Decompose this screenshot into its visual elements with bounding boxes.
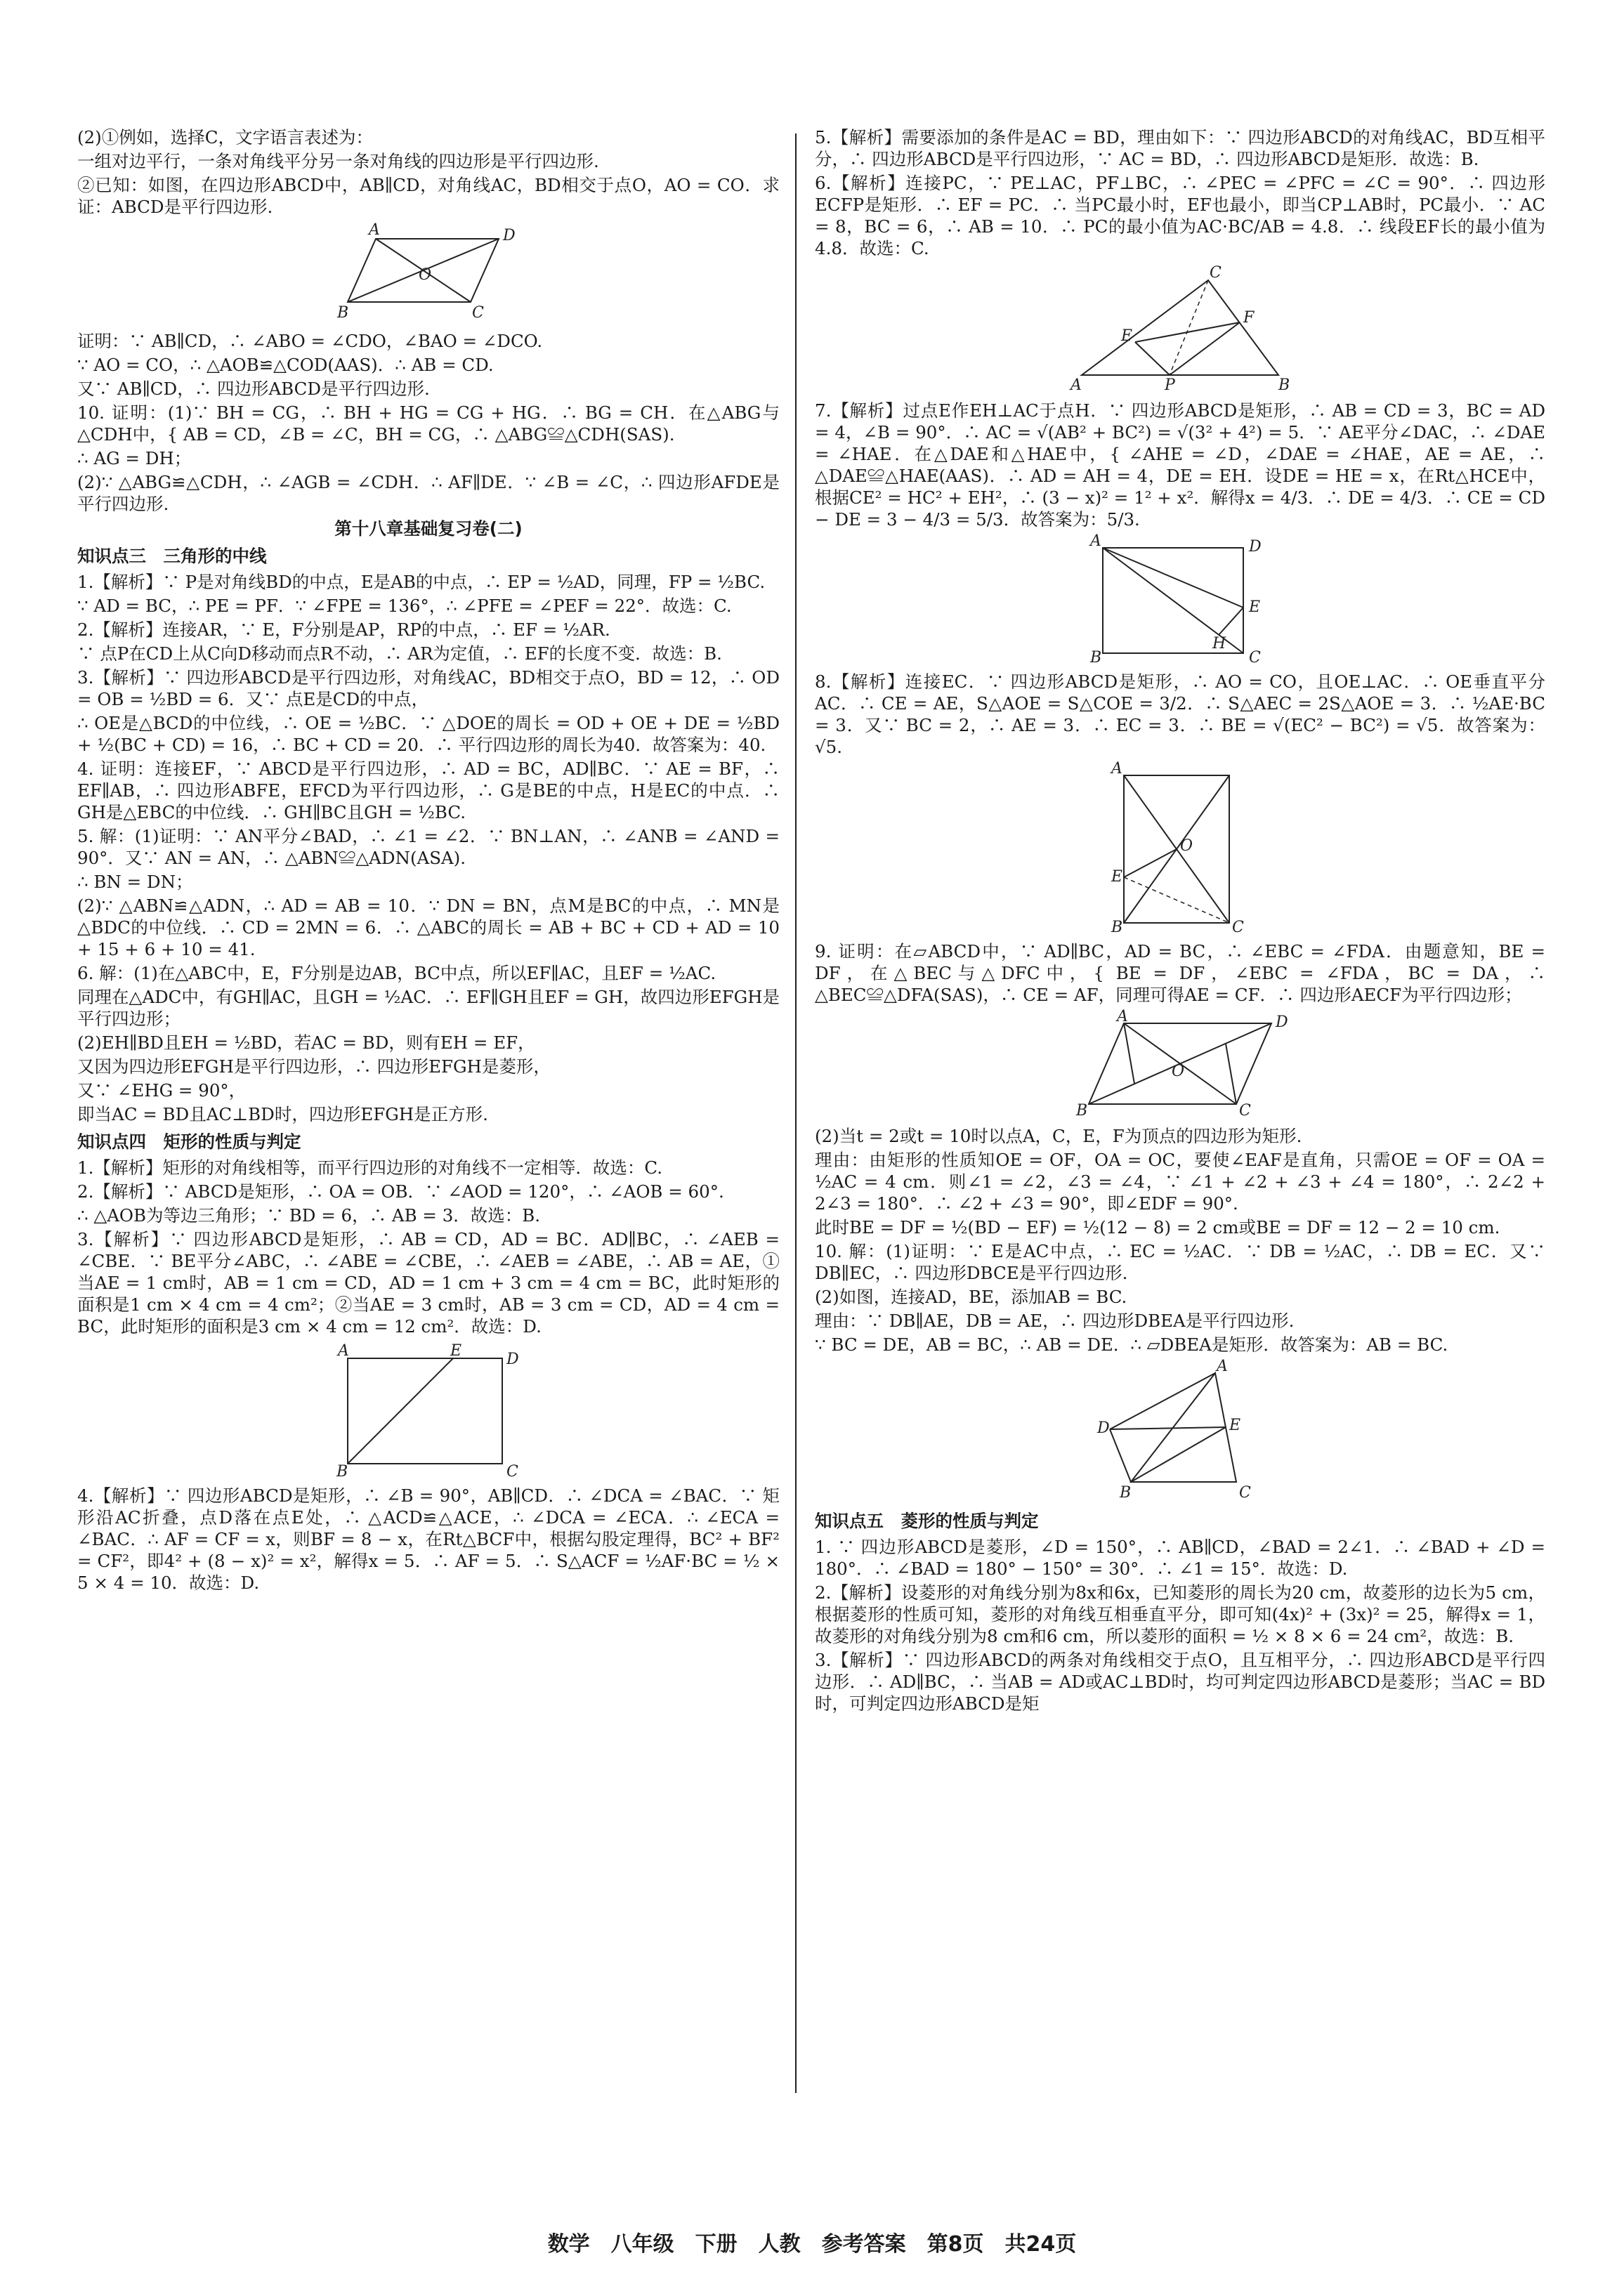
- text-block: 4.【解析】∵ 四边形ABCD是矩形，∴ ∠B = 90°，AB∥CD．∴ ∠DCA = ∠BAC．∵ 矩形沿AC折叠，点D落在点E处，∴ △ACD≌△ACE，∴ ∠DCA = ∠ECA．∴ ∠ECA = ∠BAC．∴ AF = CF = x，则BF = 8 − x，在Rt△BCF中，根据勾股定理得，BC² + BF² = CF²，即4² + (8 − x)² = x²，解得x = 5．∴ AF = 5．∴ S△ACF = ½AF·BC = ½ × 5 × 4 = 10．故选：D.: [77, 1485, 780, 1593]
- svg-text:C: C: [1239, 1102, 1251, 1120]
- svg-text:B: B: [1120, 1484, 1132, 1502]
- svg-text:D: D: [1249, 538, 1262, 556]
- text-block: 又∵ ∠EHG = 90°，: [77, 1080, 247, 1101]
- figure-rectangle-aeh: [1089, 532, 1271, 667]
- text-block: (2)如图，连接AD，BE，添加AB = BC.: [815, 1287, 1127, 1307]
- text-block: 8.【解析】连接EC．∵ 四边形ABCD是矩形，∴ AO = CO，且OE⊥AC．∴ OE垂直平分AC．∴ CE = AE，S△AOE = S△COE = 3/2．∴ S△AEC = 2S△AOE = 3．∴ ½AE·BC = 3．又∵ BC = 2，∴ AE = 3．∴ EC = 3．∴ BE = √(EC² − BC²) = √5．故答案为：√5.: [815, 671, 1545, 757]
- svg-text:D: D: [1276, 1013, 1288, 1031]
- figure-rectangle-abcd-e: [334, 1342, 523, 1481]
- svg-text:C: C: [472, 304, 484, 322]
- page-footer: 数学 八年级 下册 人教 参考答案 第8页 共24页: [547, 2232, 1077, 2257]
- text-block: ∵ BC = DE，AB = BC，∴ AB = DE．∴ ▱DBEA是矩形．故答案为：AB = BC.: [815, 1334, 1448, 1355]
- text-block: 即当AC = BD且AC⊥BD时，四边形EFGH是正方形.: [77, 1104, 488, 1124]
- text-block: 5. 解：(1)证明：∵ AN平分∠BAD，∴ ∠1 = ∠2．∵ BN⊥AN，∴ ∠ANB = ∠AND = 90°．又∵ AN = AN，∴ △ABN≌△ADN(ASA).: [77, 826, 780, 868]
- text-block: ∵ 点P在CD上从C向D移动而点R不动，∴ AR为定值，∴ EF的长度不变．故选：B.: [77, 643, 722, 664]
- svg-text:A: A: [1070, 376, 1082, 394]
- section-title: 知识点四 矩形的性质与判定: [77, 1131, 301, 1152]
- svg-text:P: P: [1165, 376, 1175, 394]
- svg-text:E: E: [1249, 598, 1261, 616]
- text-block: (2)∵ △ABG≌△CDH，∴ ∠AGB = ∠CDH．∴ AF∥DE．∵ ∠B = ∠C，∴ 四边形AFDE是平行四边形.: [77, 472, 780, 514]
- svg-text:A: A: [1111, 760, 1122, 777]
- right-column: [815, 126, 1545, 1717]
- text-block: 证明：∵ AB∥CD，∴ ∠ABO = ∠CDO，∠BAO = ∠DCO.: [77, 331, 543, 351]
- column-divider: [795, 133, 797, 2093]
- svg-text:B: B: [337, 304, 349, 322]
- svg-text:O: O: [1180, 837, 1193, 855]
- text-block: ②已知：如图，在四边形ABCD中，AB∥CD，对角线AC，BD相交于点O，AO = CO．求证：ABCD是平行四边形.: [77, 175, 780, 217]
- svg-text:C: C: [1239, 1484, 1251, 1502]
- text-block: ∵ AD = BC，∴ PE = PF．∵ ∠FPE = 136°，∴ ∠PFE = ∠PEF = 22°．故选：C.: [77, 596, 732, 616]
- svg-text:C: C: [506, 1463, 518, 1481]
- text-block: 同理在△ADC中，有GH∥AC，且GH = ½AC．∴ EF∥GH且EF = GH，故四边形EFGH是平行四边形；: [77, 987, 780, 1029]
- figure-parallelogram-aecf: [1075, 1008, 1288, 1120]
- svg-text:B: B: [1090, 649, 1102, 667]
- svg-text:C: C: [1210, 264, 1222, 282]
- figure-rectangle-aoe: [1110, 760, 1250, 936]
- left-column: [77, 126, 780, 1596]
- chapter-title: 第十八章基础复习卷(二): [334, 518, 523, 539]
- text-block: ∴ BN = DN；: [77, 872, 193, 892]
- svg-text:D: D: [1097, 1419, 1110, 1437]
- text-block: 又因为四边形EFGH是平行四边形，∴ 四边形EFGH是菱形，: [77, 1056, 551, 1077]
- text-block: 2.【解析】连接AR，∵ E，F分别是AP，RP的中点，∴ EF = ½AR.: [77, 619, 610, 640]
- text-block: 3.【解析】∵ 四边形ABCD是平行四边形，对角线AC，BD相交于点O，BD = 12，∴ OD = OB = ½BD = 6．又∵ 点E是CD的中点，: [77, 667, 780, 709]
- text-block: 2.【解析】∵ ABCD是矩形，∴ OA = OB．∵ ∠AOD = 120°，∴ ∠AOB = 60°.: [77, 1181, 724, 1202]
- text-block: 5.【解析】需要添加的条件是AC = BD，理由如下：∵ 四边形ABCD的对角线AC，BD互相平分，∴ 四边形ABCD是平行四边形，∵ AC = BD，∴ 四边形ABCD是矩形．故选：B.: [815, 127, 1545, 169]
- text-block: ∴ OE是△BCD的中位线，∴ OE = ½BC．∵ △DOE的周长 = OD + OE + DE = ½BD + ½(BC + CD) = 16，∴ BC + CD = 20．∴ 平行四边形的周长为40．故答案为：40.: [77, 713, 780, 755]
- text-block: 又∵ AB∥CD，∴ 四边形ABCD是平行四边形.: [77, 379, 430, 399]
- text-block: 2.【解析】设菱形的对角线分别为8x和6x，已知菱形的周长为20 cm，故菱形的边长为5 cm，根据菱形的性质可知，菱形的对角线互相垂直平分，即可知(4x)² + (3x)² = 25，解得x = 1，故菱形的对角线分别为8 cm和6 cm，所以菱形的面积 = ½ × 8 × 6 = 24 cm²，故选：B.: [815, 1582, 1545, 1646]
- text-block: (2)∵ △ABN≌△ADN，∴ AD = AB = 10．∵ DN = BN，点M是BC的中点，∴ MN是△BDC的中位线．∴ CD = 2MN = 6．∴ △ABC的周长 = AB + BC + CD + AD = 10 + 15 + 6 + 10 = 41.: [77, 895, 780, 959]
- svg-text:E: E: [1111, 868, 1123, 886]
- text-block: 10. 证明：(1)∵ BH = CG，∴ BH + HG = CG + HG．∴ BG = CH．在△ABG与△CDH中，{ AB = CD，∠B = ∠C，BH = CG，∴ △ABG≌△CDH(SAS).: [77, 402, 780, 445]
- text-block: 此时BE = DF = ½(BD − EF) = ½(12 − 8) = 2 cm或BE = DF = 12 − 2 = 10 cm.: [815, 1217, 1500, 1238]
- svg-text:A: A: [1117, 1008, 1128, 1025]
- figure-triangle-dbea: [1096, 1358, 1264, 1503]
- svg-text:A: A: [369, 221, 380, 239]
- text-block: 1. ∵ 四边形ABCD是菱形，∠D = 150°，∴ AB∥CD，∠BAD = 2∠1．∴ ∠BAD + ∠D = 180°．∴ ∠BAD = 180° − 150° = 30°．∴ ∠1 = 15°．故选：D.: [815, 1537, 1545, 1579]
- svg-text:A: A: [1217, 1358, 1228, 1375]
- svg-text:O: O: [1172, 1063, 1185, 1080]
- text-block: ∴ △AOB为等边三角形；∵ BD = 6，∴ AB = 3．故选：B.: [77, 1205, 541, 1226]
- svg-text:E: E: [450, 1342, 462, 1360]
- text-block: 3.【解析】∵ 四边形ABCD的两条对角线相交于点O，且互相平分，∴ 四边形ABCD是平行四边形．∴ AD∥BC，∴ 当AB = AD或AC⊥BD时，均可判定四边形ABCD是菱形；当AC = BD时，可判定四边形ABCD是矩: [815, 1650, 1545, 1714]
- svg-text:E: E: [1229, 1417, 1241, 1434]
- figure-right-triangle-ecfp: [1068, 266, 1292, 393]
- svg-text:O: O: [419, 266, 432, 284]
- text-block: 一组对边平行，一条对角线平分另一条对角线的四边形是平行四边形.: [77, 151, 599, 171]
- text-block: 10. 解：(1)证明：∵ E是AC中点，∴ EC = ½AC．∵ DB = ½AC，∴ DB = EC．又∵ DB∥EC，∴ 四边形DBCE是平行四边形.: [815, 1241, 1545, 1283]
- text-block: 理由：由矩形的性质知OE = OF，OA = OC，要使∠EAF是直角，只需OE = OF = OA = ½AC = 4 cm．则∠1 = ∠2，∠3 = ∠4，∵ ∠1 + ∠2 + ∠3 + ∠4 = 180°，∴ 2∠2 + 2∠3 = 180°．∴ ∠2 + ∠3 = 90°，即∠EDF = 90°.: [815, 1150, 1545, 1214]
- svg-text:E: E: [1121, 327, 1133, 345]
- svg-text:C: C: [1249, 649, 1261, 667]
- text-block: 3.【解析】∵ 四边形ABCD是矩形，∴ AB = CD，AD = BC．AD∥BC，∴ ∠AEB = ∠CBE．∵ BE平分∠ABC，∴ ∠ABE = ∠CBE，∴ ∠AEB = ∠ABE，∴ AB = AE，①当AE = 1 cm时，AB = 1 cm = CD，AD = 1 cm + 3 cm = 4 cm = BC，此时矩形的面积是1 cm × 4 cm = 4 cm²；②当AE = 3 cm时，AB = 3 cm = CD，AD = 4 cm = BC，此时矩形的面积是3 cm × 4 cm = 12 cm²．故选：D.: [77, 1229, 780, 1337]
- section-title: 知识点五 菱形的性质与判定: [815, 1511, 1039, 1531]
- text-block: 1.【解析】矩形的对角线相等，而平行四边形的对角线不一定相等．故选：C.: [77, 1157, 663, 1178]
- text-block: 理由：∵ DB∥AE，DB = AE，∴ 四边形DBEA是平行四边形.: [815, 1311, 1295, 1331]
- text-block: 1.【解析】∵ P是对角线BD的中点，E是AB的中点，∴ EP = ½AD，同理，FP = ½BC.: [77, 572, 766, 592]
- svg-text:A: A: [1090, 532, 1101, 550]
- text-block: (2)当t = 2或t = 10时以点A，C，E，F为顶点的四边形为矩形.: [815, 1126, 1302, 1146]
- svg-text:D: D: [506, 1351, 519, 1368]
- text-block: 7.【解析】过点E作EH⊥AC于点H．∵ 四边形ABCD是矩形，∴ AB = CD = 3，BC = AD = 4，∠B = 90°．∴ AC = √(AB² + BC²) = √(3² + 4²) = 5．∵ AE平分∠DAC，∴ ∠DAE = ∠HAE．在△DAE和△HAE中，{ ∠AHE = ∠D，∠DAE = ∠HAE，AE = AE，∴ △DAE≌△HAE(AAS)．∴ AD = AH = 4，DE = EH．设DE = HE = x，在Rt△HCE中，根据CE² = HC² + EH²，∴ (3 − x)² = 1² + x²．解得x = 4/3．∴ DE = 4/3．∴ CE = CD − DE = 3 − 4/3 = 5/3．故答案为：5/3.: [815, 400, 1545, 530]
- svg-text:H: H: [1212, 635, 1226, 652]
- text-block: (2)EH∥BD且EH = ½BD，若AC = BD，则有EH = EF，: [77, 1032, 535, 1053]
- svg-text:B: B: [1278, 376, 1290, 394]
- text-block: 6.【解析】连接PC，∵ PE⊥AC，PF⊥BC，∴ ∠PEC = ∠PFC = ∠C = 90°．∴ 四边形ECFP是矩形．∴ EF = PC．∴ 当PC最小时，EF也最小，即当CP⊥AB时，PC最小．∵ AC = 8，BC = 6，∴ AB = 10．∴ PC的最小值为AC·BC/AB = 4.8．∴ 线段EF长的最小值为4.8．故选：C.: [815, 173, 1545, 258]
- svg-text:A: A: [338, 1342, 349, 1360]
- svg-text:D: D: [503, 227, 516, 244]
- svg-text:B: B: [1111, 919, 1123, 936]
- svg-text:C: C: [1232, 919, 1244, 936]
- text-block: 4. 证明：连接EF，∵ ABCD是平行四边形，∴ AD = BC，AD∥BC．∵ AE = BF，∴ EF∥AB，∴ 四边形ABFE，EFCD为平行四边形，∴ G是BE的中点，H是EC的中点．∴ GH是△EBC的中位线．∴ GH∥BC且GH = ½BC.: [77, 759, 780, 822]
- text-block: ∴ AG = DH；: [77, 448, 192, 468]
- text-block: 9. 证明：在▱ABCD中，∵ AD∥BC，AD = BC，∴ ∠EBC = ∠FDA．由题意知，BE = DF，在△BEC与△DFC中，{ BE = DF，∠EBC = ∠FDA，BC = DA，∴ △BEC≌△DFA(SAS)，∴ CE = AF，同理可得AE = CF．∴ 四边形AECF为平行四边形；: [815, 941, 1545, 1005]
- svg-text:B: B: [336, 1463, 348, 1481]
- figure-parallelogram-abcd: [337, 221, 520, 323]
- svg-text:B: B: [1076, 1102, 1088, 1120]
- svg-text:F: F: [1243, 309, 1255, 327]
- section-title: 知识点三 三角形的中线: [77, 546, 267, 566]
- text-block: (2)①例如，选择C，文字语言表述为：: [77, 127, 373, 147]
- text-block: ∵ AO = CO，∴ △AOB≌△COD(AAS)．∴ AB = CD.: [77, 355, 494, 375]
- text-block: 6. 解：(1)在△ABC中，E，F分别是边AB，BC中点，所以EF∥AC，且EF = ½AC.: [77, 963, 716, 983]
